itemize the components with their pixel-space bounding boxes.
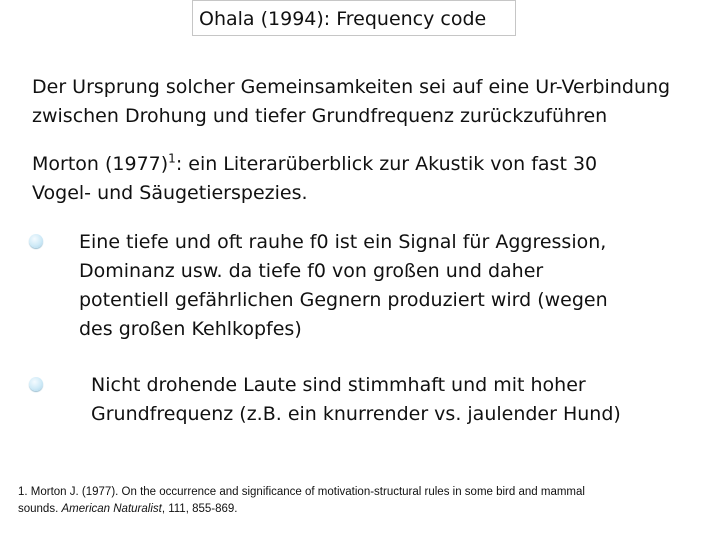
bullet-item-line: des großen Kehlkopfes) bbox=[79, 318, 302, 340]
paragraph-morton bbox=[32, 150, 597, 208]
footnote-marker: 1 bbox=[168, 151, 176, 166]
footnote bbox=[18, 484, 708, 518]
footnote-line-1: 1. Morton J. (1977). On the occurrence and significance of motivation-structural rules in some bird and mammal bbox=[18, 486, 585, 498]
paragraph-origin-line-1: Der Ursprung solcher Gemeinsamkeiten sei auf eine Ur-Verbindung bbox=[32, 76, 671, 98]
footnote-text: sounds. bbox=[18, 503, 62, 515]
bullet-icon bbox=[29, 377, 43, 391]
paragraph-origin-line-2: zwischen Drohung und tiefer Grundfrequenz zurückzuführen bbox=[32, 105, 608, 127]
bullet-item-line: Grundfrequenz (z.B. ein knurrender vs. jaulender Hund) bbox=[91, 403, 621, 425]
paragraph-morton-line-2: Vogel- und Säugetierspezies. bbox=[32, 182, 308, 204]
bullet-item-low-f0 bbox=[79, 228, 608, 344]
bullet-item-high-f0 bbox=[91, 371, 621, 429]
morton-citation: Morton (1977) bbox=[32, 153, 169, 175]
footnote-pages: , 111, 855-869. bbox=[161, 503, 238, 515]
bullet-item-line: Nicht drohende Laute sind stimmhaft und mit hoher bbox=[91, 374, 586, 396]
slide-title: Ohala (1994): Frequency code bbox=[192, 0, 516, 36]
footnote-line-2 bbox=[18, 501, 708, 518]
morton-text: : ein Literarüberblick zur Akustik von fast 30 bbox=[175, 153, 598, 175]
bullet-item-line: Eine tiefe und oft rauhe f0 ist ein Signal für Aggression, bbox=[79, 231, 607, 253]
paragraph-origin bbox=[32, 73, 670, 131]
bullet-icon bbox=[29, 234, 43, 248]
journal-name: American Naturalist bbox=[61, 503, 162, 515]
bullet-item-line: Dominanz usw. da tiefe f0 von großen und daher bbox=[79, 260, 544, 282]
bullet-item-line: potentiell gefährlichen Gegnern produziert wird (wegen bbox=[79, 289, 608, 311]
paragraph-morton-line-1 bbox=[32, 150, 597, 179]
